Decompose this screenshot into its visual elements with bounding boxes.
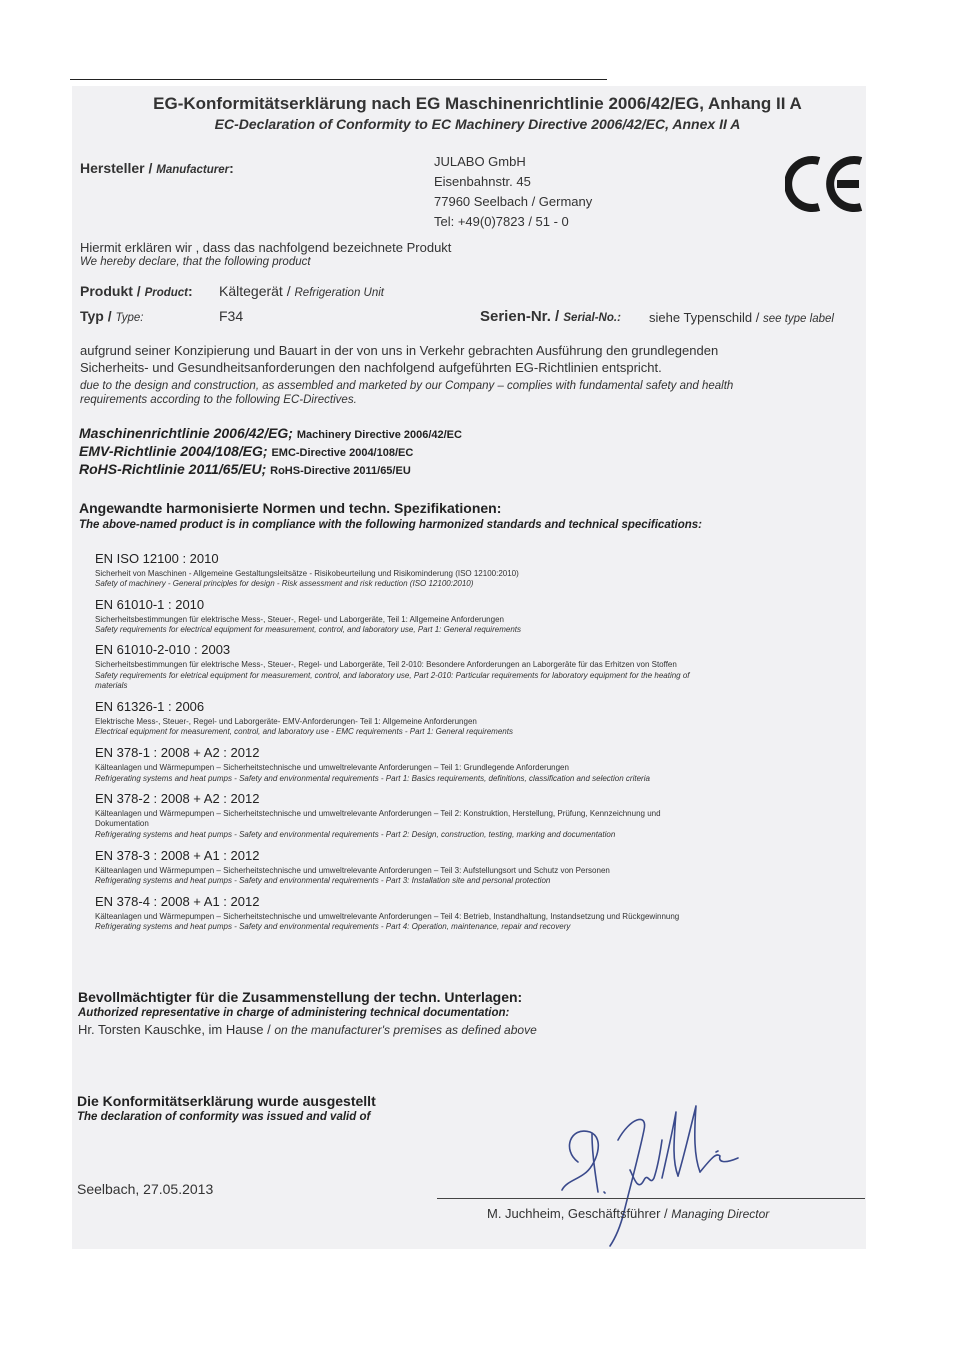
type-value: F34 — [219, 308, 244, 324]
compliance-english-line-1: due to the design and construction, as assembled and marketed by our Company – complies with fundamental safety and health — [80, 380, 734, 392]
manufacturer-colon: : — [229, 160, 234, 176]
standard-german: Sicherheitsbestimmungen für elektrische Mess-, Steuer-, Regel- und Laborgeräte, Teil 1: Allgemeine Anforderungen — [95, 615, 504, 624]
place-date: Seelbach, 27.05.2013 — [77, 1181, 214, 1197]
representative-heading-german: Bevollmächtigter für die Zusammenstellung der techn. Unterlagen: — [78, 989, 523, 1005]
representative-name — [78, 1022, 537, 1037]
product-label — [80, 283, 193, 299]
standard-english: Electrical equipment for measurement, control, and laboratory use - EMC requirements - Part 1: General requirements — [95, 727, 513, 736]
compliance-german-line-1: aufgrund seiner Konzipierung und Bauart in der von uns in Verkehr gebrachten Ausführung den grundlegenden — [80, 343, 719, 358]
standard-english: Refrigerating systems and heat pumps - Safety and environmental requirements - Part 4: Operation, maintenance, repair and recovery — [95, 922, 571, 931]
directive-machinery — [79, 425, 462, 441]
manufacturer-phone: Tel: +49(0)7823 / 51 - 0 — [434, 214, 569, 229]
serial-label-de: Serien-Nr. / — [480, 308, 560, 325]
standard-title: EN 61010-1 : 2010 — [95, 597, 205, 612]
standards-heading-english: The above-named product is in compliance with the following harmonized standards and technical specifications: — [79, 519, 703, 531]
standard-title: EN 378-4 : 2008 + A1 : 2012 — [95, 894, 260, 909]
product-value — [219, 283, 384, 299]
serial-value-en: see type label — [762, 313, 834, 325]
compliance-english-line-2: requirements according to the following EC-Directives. — [80, 394, 357, 406]
standard-german: Sicherheit von Maschinen - Allgemeine Gestaltungsleitsätze - Risikobeurteilung und Risikominderung (ISO 12100:2010) — [95, 569, 519, 578]
directive-rohs — [79, 461, 411, 477]
serial-value-de: siehe Typenschild / — [649, 310, 760, 325]
manufacturer-label — [80, 160, 234, 176]
standard-title: EN 378-3 : 2008 + A1 : 2012 — [95, 848, 260, 863]
standard-english: Safety requirements for electrical equipment for measurement, control, and laboratory use, Part 1: General requirements — [95, 625, 521, 634]
type-label — [80, 308, 143, 324]
declare-english: We hereby declare, that the following product — [80, 256, 311, 268]
standard-german: Kälteanlagen und Wärmepumpen – Sicherheitstechnische und umweltrelevante Anforderungen – Teil 1: Grundlegende Anforderungen — [95, 763, 569, 772]
manufacturer-street: Eisenbahnstr. 45 — [434, 174, 531, 189]
manufacturer-label-de: Hersteller / — [80, 160, 153, 176]
title-english: EC-Declaration of Conformity to EC Machinery Directive 2006/42/EC, Annex II A — [214, 116, 741, 132]
handwritten-signature — [548, 1100, 788, 1250]
directive-emc — [79, 443, 413, 459]
issued-heading-german: Die Konformitätserklärung wurde ausgestellt — [77, 1093, 376, 1109]
manufacturer-name: JULABO GmbH — [434, 154, 526, 169]
type-label-en: Type — [115, 312, 141, 324]
standard-german: Sicherheitsbestimmungen für elektrische Mess-, Steuer-, Regel- und Laborgeräte, Teil 2-010: Besondere Anforderungen an Laborgeräte für das Erhitzen von Stoffen — [95, 660, 677, 669]
type-label-de: Typ / — [80, 308, 112, 324]
serial-label — [480, 308, 621, 325]
product-label-en: Product — [144, 287, 189, 299]
standards-heading-german: Angewandte harmonisierte Normen und techn. Spezifikationen: — [79, 500, 502, 516]
signature-line — [437, 1198, 865, 1199]
ce-mark-logo — [785, 153, 865, 215]
type-colon: : — [140, 312, 144, 324]
standard-german: Elektrische Mess-, Steuer-, Regel- und Laborgeräte- EMV-Anforderungen- Teil 1: Allgemeine Anforderungen — [95, 717, 477, 726]
title-german: EG-Konformitätserklärung nach EG Maschinenrichtlinie 2006/42/EG, Anhang II A — [153, 94, 802, 113]
compliance-german-line-2: Sicherheits- und Gesundheitsanforderungen den nachfolgend aufgeführten EG-Richtlinien entspricht. — [80, 360, 662, 375]
declare-german: Hiermit erklären wir , dass das nachfolgend bezeichnete Produkt — [80, 240, 452, 255]
top-rule — [70, 79, 607, 80]
standard-english: Safety requirements for eletrical equipment for measurement, control, and laboratory use, Part 2-010: Particular requirements for laboratory equipment for the heating of — [95, 671, 690, 680]
standard-title: EN 378-2 : 2008 + A2 : 2012 — [95, 791, 260, 806]
standard-english: Refrigerating systems and heat pumps - Safety and environmental requirements - Part 3: Installation site and personal protection — [95, 876, 551, 885]
standard-german: Kälteanlagen und Wärmepumpen – Sicherheitstechnische und umweltrelevante Anforderungen – Teil 3: Aufstellungsort und Schutz von Personen — [95, 866, 610, 875]
standard-title: EN 61010-2-010 : 2003 — [95, 642, 231, 657]
manufacturer-label-en: Manufacturer — [156, 164, 230, 176]
product-colon: : — [188, 283, 193, 299]
product-value-en: Refrigeration Unit — [294, 287, 384, 299]
directive-machinery-de: Maschinenrichtlinie 2006/42/EG; — [79, 425, 293, 441]
serial-colon: : — [617, 312, 621, 324]
signatory-name-de: M. Juchheim, Geschäftsführer / — [487, 1206, 668, 1221]
standard-german: Kälteanlagen und Wärmepumpen – Sicherheitstechnische und umweltrelevante Anforderungen – Teil 4: Betrieb, Instandhaltung, Instandsetzung und Rückgewinnung — [95, 912, 680, 921]
signatory-name — [487, 1206, 769, 1221]
standard-english: Refrigerating systems and heat pumps - Safety and environmental requirements - Part 2: Design, construction, testing, marking and documentation — [95, 830, 616, 839]
standard-english: Refrigerating systems and heat pumps - Safety and environmental requirements - Part 1: Basics requirements, definitions, classification and selection criteria — [95, 774, 650, 783]
representative-name-en: on the manufacturer's premises as defined above — [274, 1023, 537, 1037]
directive-rohs-de: RoHS-Richtlinie 2011/65/EU; — [79, 461, 267, 477]
standard-english: Safety of machinery - General principles for design - Risk assessment and risk reduction (ISO 12100:2010) — [95, 579, 474, 588]
serial-value — [649, 310, 834, 325]
representative-heading-english: Authorized representative in charge of administering technical documentation: — [78, 1007, 510, 1019]
directive-machinery-en: Machinery Directive 2006/42/EC — [296, 429, 462, 441]
manufacturer-city: 77960 Seelbach / Germany — [434, 194, 593, 209]
standard-german-continued: Dokumentation — [95, 819, 149, 828]
directive-emc-en: EMC-Directive 2004/108/EC — [271, 447, 414, 459]
standard-title: EN ISO 12100 : 2010 — [95, 551, 219, 566]
product-label-de: Produkt / — [80, 283, 141, 299]
directive-rohs-en: RoHS-Directive 2011/65/EU — [270, 465, 411, 477]
serial-label-en: Serial-No. — [563, 312, 618, 324]
standard-english-continued: materials — [95, 681, 128, 690]
standard-title: EN 378-1 : 2008 + A2 : 2012 — [95, 745, 260, 760]
signatory-name-en: Managing Director — [671, 1207, 770, 1221]
representative-name-de: Hr. Torsten Kauschke, im Hause / — [78, 1022, 271, 1037]
standard-german: Kälteanlagen und Wärmepumpen – Sicherheitstechnische und umweltrelevante Anforderungen – Teil 2: Konstruktion, Herstellung, Prüfung, Kennzeichnung und — [95, 809, 661, 818]
directive-emc-de: EMV-Richtlinie 2004/108/EG; — [79, 443, 268, 459]
product-value-de: Kältegerät / — [219, 283, 291, 299]
issued-heading-english: The declaration of conformity was issued and valid of — [77, 1111, 371, 1123]
standard-title: EN 61326-1 : 2006 — [95, 699, 205, 714]
